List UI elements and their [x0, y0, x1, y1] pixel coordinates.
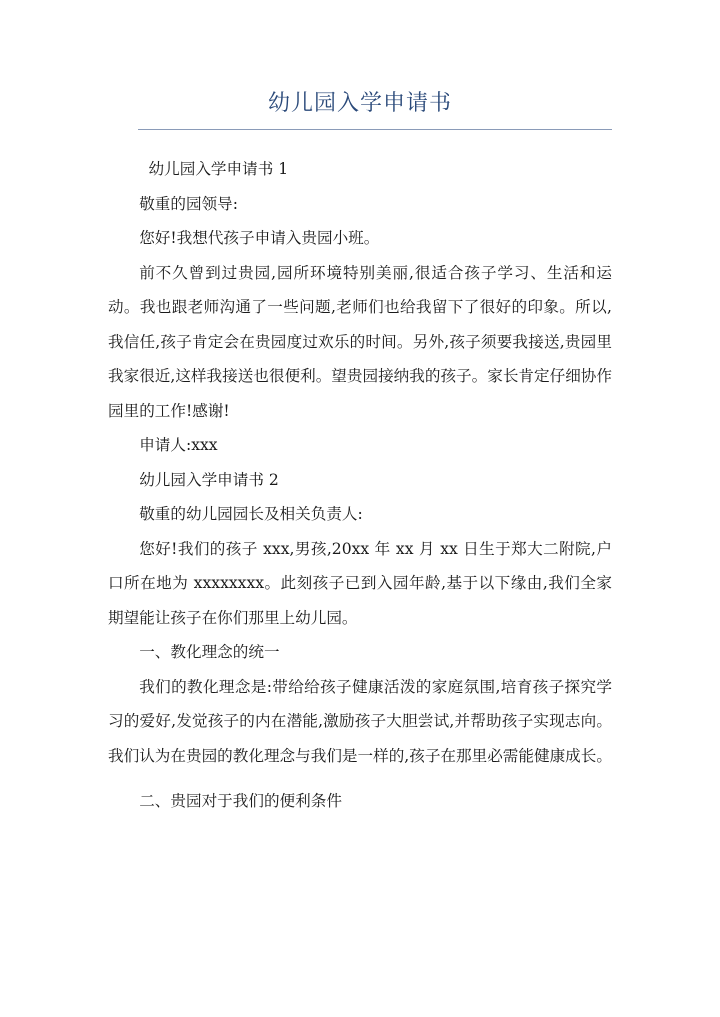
subheading-philosophy: 一、教化理念的统一 — [139, 643, 280, 661]
paragraph-greeting-1: 您好!我想代孩子申请入贵园小班。 — [139, 229, 380, 247]
section-heading-2: 幼儿园入学申请书 2 — [139, 470, 279, 489]
paragraph-body-3: 我们的教化理念是:带给给孩子健康活泼的家庭氛围,培育孩子探究学习的爱好,发觉孩子的内在潜能,激励孩子大胆尝试,并帮助孩子实现志向。我们认为在贵园的教化理念与我们是一样的,孩子在那里必需能健康成长。 — [108, 677, 612, 765]
title-divider — [138, 129, 612, 130]
document-body — [108, 152, 612, 819]
applicant-line: 申请人:xxx — [139, 436, 218, 454]
paragraph-body-1: 前不久曾到过贵园,园所环境特别美丽,很适合孩子学习、生活和运动。我也跟老师沟通了一些问题,老师们也给我留下了很好的印象。所以,我信任,孩子肯定会在贵园度过欢乐的时间。另外,孩子须要我接送,贵园里我家很近,这样我接送也很便利。望贵园接纳我的孩子。家长肯定仔细协作园里的工作!感谢! — [108, 263, 612, 420]
document-title: 幼儿园入学申请书 — [267, 91, 452, 116]
subheading-convenience: 二、贵园对于我们的便利条件 — [139, 792, 342, 810]
paragraph-body-2: 您好!我们的孩子 xxx,男孩,20xx 年 xx 月 xx 日生于郑大二附院,户口所在地为 xxxxxxxx。此刻孩子已到入园年龄,基于以下缘由,我们全家期望能让孩子在你们那里上幼儿园。 — [108, 539, 612, 627]
salutation-2: 敬重的幼儿园园长及相关负责人: — [139, 505, 363, 523]
salutation-1: 敬重的园领导: — [139, 194, 239, 213]
section-heading-1: 幼儿园入学申请书 1 — [148, 160, 289, 178]
